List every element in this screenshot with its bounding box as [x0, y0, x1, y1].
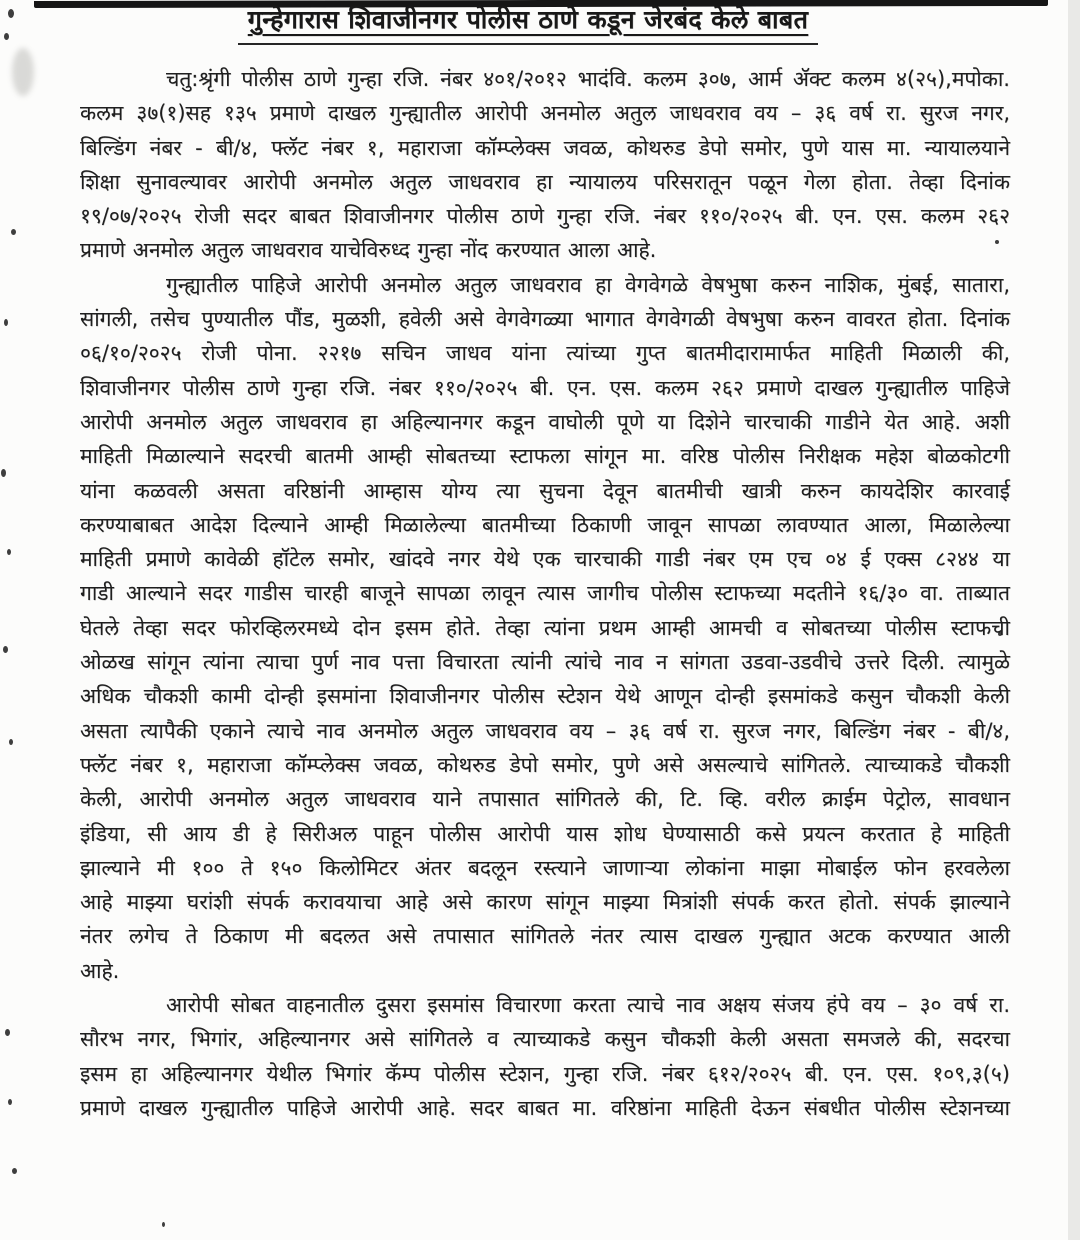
- text-line: सांगली, तसेच पुण्यातील पौंड, मुळशी, हवेली असे वेगवेगळ्या भागात वेगवेगळी वेषभुषा करुन वावरत होता. दिनांक: [80, 307, 1010, 332]
- text-line: करण्याबाबत आदेश दिल्याने आम्ही मिळालेल्या बातमीच्या ठिकाणी जावून सापळा लावण्यात आला, मिळालेल्या: [80, 512, 1010, 537]
- scan-edge-strip: [1068, 0, 1080, 1240]
- scan-speck: [1, 469, 6, 477]
- text-line: नंतर लगेच ते ठिकाण मी बदलत असे तपासात सांगितले नंतर त्यास दाखल गुन्ह्यात अटक करण्यात आली: [80, 924, 1010, 949]
- text-line: अधिक चौकशी कामी दोन्ही इसमांना शिवाजीनगर पोलीस स्टेशन येथे आणून दोन्ही इसमांकडे कसुन चौकशी केली: [80, 684, 1010, 709]
- text-line: शिक्षा सुनावल्यावर आरोपी अनमोल अतुल जाधवराव हा न्यायालय परिसरातून पळून गेला होता. तेव्हा दिनांक: [80, 169, 1010, 194]
- text-line: केली, आरोपी अनमोल अतुल जाधवराव याने तपासात सांगितले की, टि. व्हि. वरील क्राईम पेट्रोल, सावधान: [80, 787, 1010, 812]
- text-line: इसम हा अहिल्यानगर येथील भिगांर कॅम्प पोलीस स्टेशन, गुन्हा रजि. नंबर ६१२/२०२५ बी. एन. एस. १०९,३(५): [80, 1061, 1010, 1086]
- scan-speck: [9, 739, 13, 745]
- scan-speck: [8, 1099, 12, 1105]
- text-line: माहिती प्रमाणे कावेळी हॉटेल समोर, खांदवे नगर येथे एक चारचाकी गाडी नंबर एम एच ०४ ई एक्स ८२४४ या: [80, 547, 1010, 572]
- text-line: आरोपी सोबत वाहनातील दुसरा इसमांस विचारणा करता त्याचे नाव अक्षय संजय हंपे वय – ३० वर्ष रा.: [166, 993, 1010, 1018]
- scan-speck: [12, 1168, 17, 1174]
- text-line: कलम ३७(१)सह १३५ प्रमाणे दाखल गुन्ह्यातील आरोपी अनमोल अतुल जाधवराव वय – ३६ वर्ष रा. सुरज नगर,: [80, 101, 1010, 126]
- text-line: ओळख सांगून त्यांना त्याचा पुर्ण नाव पत्ता विचारता त्यांनी त्यांचे नाव न सांगता उडवा-उडवीचे उत्तरे दिली. त्यामुळे: [80, 650, 1010, 675]
- text-line: प्रमाणे दाखल गुन्ह्यातील पाहिजे आरोपी आहे. सदर बाबत मा. वरिष्ठांना माहिती देऊन संबधीत पोलीस स्टेशनच्या: [80, 1095, 1010, 1120]
- text-line: आहे.: [80, 958, 120, 983]
- text-line: सौरभ नगर, भिगांर, अहिल्यानगर असे सांगितले व त्याच्याकडे कसुन चौकशी केली असता समजले की, सदरचा: [80, 1027, 1010, 1052]
- scan-speck: [11, 229, 16, 235]
- scan-smudge: [12, 48, 34, 96]
- text-line: चतु:श्रृंगी पोलीस ठाणे गुन्हा रजि. नंबर ४०१/२०१२ भादंवि. कलम ३०७, आर्म ॲक्ट कलम ४(२५),मपोका.: [166, 67, 1010, 91]
- text-line: गुन्ह्यातील पाहिजे आरोपी अनमोल अतुल जाधवराव हा वेगवेगळे वेषभुषा करुन नाशिक, मुंबई, सातारा,: [166, 272, 1010, 297]
- text-line: शिवाजीनगर पोलीस ठाणे गुन्हा रजि. नंबर ११०/२०२५ बी. एन. एस. कलम २६२ प्रमाणे दाखल गुन्ह्यातील पाहिजे: [80, 375, 1010, 400]
- text-line: आरोपी अनमोल अतुल जाधवराव हा अहिल्यानगर कडून वाघोली पूणे या दिशेने चारचाकी गाडीने येत आहे. अशी: [80, 409, 1010, 434]
- scan-speck: [3, 646, 8, 653]
- text-line: आहे माझ्या घरांशी संपर्क करावयाचा आहे असे कारण सांगून माझ्या मित्रांशी संपर्क करत होतो. संपर्क झाल्याने: [80, 890, 1010, 915]
- text-line: १९/०७/२०२५ रोजी सदर बाबत शिवाजीनगर पोलीस ठाणे गुन्हा रजि. नंबर ११०/२०२५ बी. एन. एस. कलम २६२: [80, 204, 1010, 229]
- scan-speck: [7, 549, 11, 555]
- title-row: [0, 2, 1056, 45]
- document-body: [80, 62, 1010, 1125]
- text-line: यांना कळवली असता वरिष्ठांनी आम्हास योग्य त्या सुचना देवून बातमीची खात्री करुन कायदेशिर कारवाई: [80, 478, 1010, 503]
- scan-speck: [162, 1222, 165, 1227]
- text-line: झाल्याने मी १०० ते १५० किलोमिटर अंतर बदलून रस्त्याने जाणाऱ्या लोकांना माझा मोबाईल फोन हरवलेला: [80, 855, 1010, 880]
- text-line: माहिती मिळाल्याने सदरची बातमी आम्ही सोबतच्या स्टाफला सांगून मा. वरिष्ठ पोलीस निरीक्षक महेश बोळकोटगी: [80, 444, 1010, 469]
- text-line: घेतले तेव्हा सदर फोरव्हिलरमध्ये दोन इसम होते. तेव्हा त्यांना प्रथम आम्ही आमची व सोबतच्या पोलीस स्टाफची: [80, 615, 1010, 640]
- text-line: असता त्यापैकी एकाने त्याचे नाव अनमोल अतुल जाधवराव वय – ३६ वर्ष रा. सुरज नगर, बिल्डिंग नंबर - बी/४,: [80, 718, 1010, 743]
- document-title: गुन्हेगारास शिवाजीनगर पोलीस ठाणे कडून जेरबंद केले बाबत: [238, 2, 818, 45]
- text-line: बिल्डिंग नंबर - बी/४, फ्लॅट नंबर १, महाराजा कॉम्प्लेक्स जवळ, कोथरुड डेपो समोर, पुणे यास मा. न्यायालयाने: [80, 135, 1010, 160]
- scan-speck: [4, 319, 8, 326]
- text-line: ०६/१०/२०२५ रोजी पोना. २२१७ सचिन जाधव यांना त्यांच्या गुप्त बातमीदारामार्फत माहिती मिळाली की,: [80, 341, 1010, 366]
- text-line: फ्लॅट नंबर १, महाराजा कॉम्प्लेक्स जवळ, कोथरुड डेपो समोर, पुणे असे असल्याचे सांगितले. त्याच्याकडे चौकशी: [80, 752, 1010, 777]
- scan-speck: [5, 1029, 10, 1036]
- text-line: प्रमाणे अनमोल अतुल जाधवराव याचेविरुध्द गुन्हा नोंद करण्यात आला आहे.: [80, 238, 657, 263]
- text-line: गाडी आल्याने सदर गाडीस चारही बाजूने सापळा लावून त्यास जागीच पोलीस स्टाफच्या मदतीने १६/३० वा. ताब्यात: [80, 581, 1010, 606]
- text-line: इंडिया, सी आय डी हे सिरीअल पाहून पोलीस आरोपी यास शोध घेण्यासाठी कसे प्रयत्न करतात हे माहिती: [80, 821, 1010, 846]
